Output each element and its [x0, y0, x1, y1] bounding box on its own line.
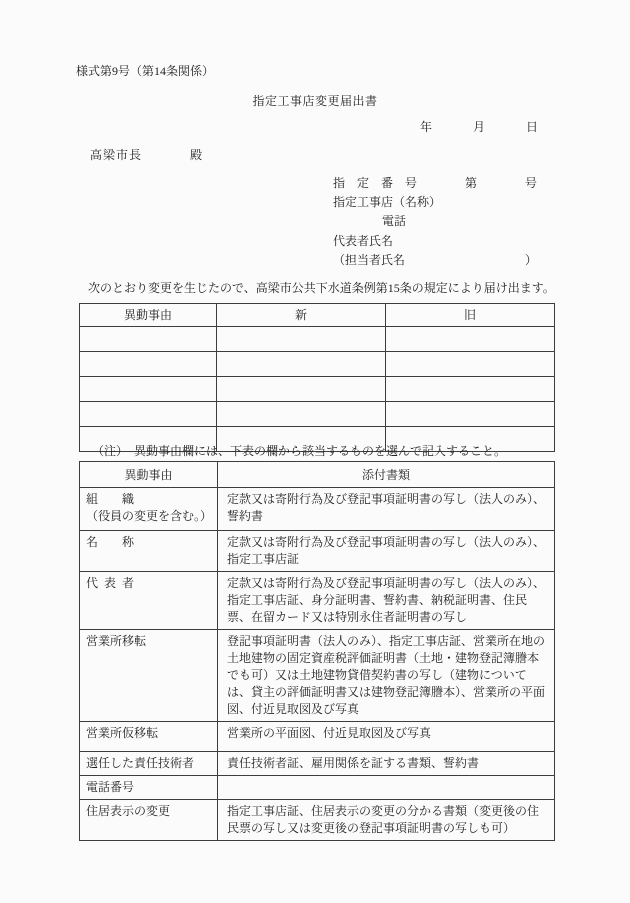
change-table-header-reason: 異動事由: [80, 304, 217, 327]
reason-cell: 電話番号: [80, 776, 218, 800]
reason-label: 組 織: [86, 492, 135, 506]
change-table: [79, 303, 555, 452]
reason-cell: 営業所仮移転: [80, 722, 218, 752]
attachment-row-engineer: [80, 752, 555, 776]
attachment-table-header-documents: 添付書類: [218, 462, 555, 488]
addressee-honorific: 殿: [189, 148, 203, 162]
body-sentence: 次のとおり変更を生じたので、高梁市公共下水道条例第15条の規定により届け出ます。: [76, 281, 555, 295]
form-title: 指定工事店変更届出書: [252, 94, 378, 108]
attachment-table: [79, 461, 555, 841]
date-line: [420, 118, 538, 135]
empty-cell: [80, 327, 217, 352]
attachments-cell: 責任技術者証、雇用関係を証する書類、誓約書: [218, 752, 555, 776]
attachments-cell: 登記事項証明書（法人のみ）、指定工事店証、営業所在地の土地建物の固定資産税評価証明書（土地・建物登記簿謄本でも可）又は土地建物貸借契約書の写し（建物については、貸主の評価証明書又は建物登記簿謄本）、営業所の平面図、付近見取図及び写真: [218, 630, 555, 722]
reason-cell: 住居表示の変更: [80, 800, 218, 841]
addressee-line: [90, 146, 203, 163]
empty-cell: [386, 377, 555, 402]
addressee-name: 高梁市長: [90, 148, 143, 162]
designation-block: [333, 174, 537, 270]
contact-person-close-paren: ）: [524, 252, 537, 267]
note-text: （注） 異動事由欄には、下表の欄から該当するものを選んで記入すること。: [92, 444, 507, 458]
phone-label: 電話: [382, 214, 407, 229]
reason-cell: 代 表 者: [80, 572, 218, 630]
representative-name-label: 代表者氏名: [333, 233, 394, 248]
change-table-empty-row: [80, 327, 555, 352]
change-table-empty-row: [80, 402, 555, 427]
empty-cell: [386, 352, 555, 377]
date-day-label: 日: [525, 120, 538, 134]
attachment-row-representative: [80, 572, 555, 630]
attachment-row-address-display: [80, 800, 555, 841]
reason-cell: 選任した責任技術者: [80, 752, 218, 776]
shop-name-label: 指定工事店（名称）: [333, 195, 442, 210]
form-number: 様式第9号（第14条関係）: [76, 64, 215, 78]
attachment-row-phone-number: [80, 776, 555, 800]
date-month-label: 月: [472, 120, 485, 134]
attachments-cell: 定款又は寄附行為及び登記事項証明書の写し（法人のみ）、誓約書: [218, 488, 555, 531]
attachments-cell: 営業所の平面図、付近見取図及び写真: [218, 722, 555, 752]
reason-cell: [80, 488, 218, 531]
empty-cell: [217, 327, 386, 352]
attachments-cell: [218, 776, 555, 800]
empty-cell: [386, 402, 555, 427]
designation-number-suffix: 号: [524, 176, 537, 190]
empty-cell: [80, 352, 217, 377]
empty-cell: [217, 352, 386, 377]
change-table-header-row: [80, 304, 555, 327]
change-table-empty-row: [80, 352, 555, 377]
contact-person-line: [333, 251, 537, 270]
reason-cell: 名 称: [80, 531, 218, 572]
empty-cell: [217, 402, 386, 427]
change-table-header-old: 旧: [386, 304, 555, 327]
change-table-header-new: 新: [217, 304, 386, 327]
designation-number-prefix: 第: [464, 176, 477, 190]
contact-person-label: （担当者氏名: [333, 252, 406, 267]
empty-cell: [386, 327, 555, 352]
attachments-cell: 定款又は寄附行為及び登記事項証明書の写し（法人のみ）、指定工事店証: [218, 531, 555, 572]
empty-cell: [80, 402, 217, 427]
attachment-row-organization: [80, 488, 555, 531]
designation-number-line: [333, 174, 537, 193]
designation-number-label: 指 定 番 号: [333, 176, 418, 190]
attachment-row-temporary-relocation: [80, 722, 555, 752]
attachment-row-name: [80, 531, 555, 572]
change-table-empty-row: [80, 377, 555, 402]
attachment-table-header-reason: 異動事由: [80, 462, 218, 488]
reason-cell: 営業所移転: [80, 630, 218, 722]
empty-cell: [80, 377, 217, 402]
attachment-table-header-row: [80, 462, 555, 488]
date-year-label: 年: [420, 120, 433, 134]
attachments-cell: 定款又は寄附行為及び登記事項証明書の写し（法人のみ）、指定工事店証、身分証明書、誓約書、納税証明書、住民票、在留カード又は特別永住者証明書の写し: [218, 572, 555, 630]
reason-sublabel: （役員の変更を含む。）: [86, 509, 213, 523]
attachment-row-office-relocation: [80, 630, 555, 722]
attachments-cell: 指定工事店証、住居表示の変更の分かる書類（変更後の住民票の写し又は変更後の登記事項証明書の写しも可）: [218, 800, 555, 841]
empty-cell: [217, 377, 386, 402]
